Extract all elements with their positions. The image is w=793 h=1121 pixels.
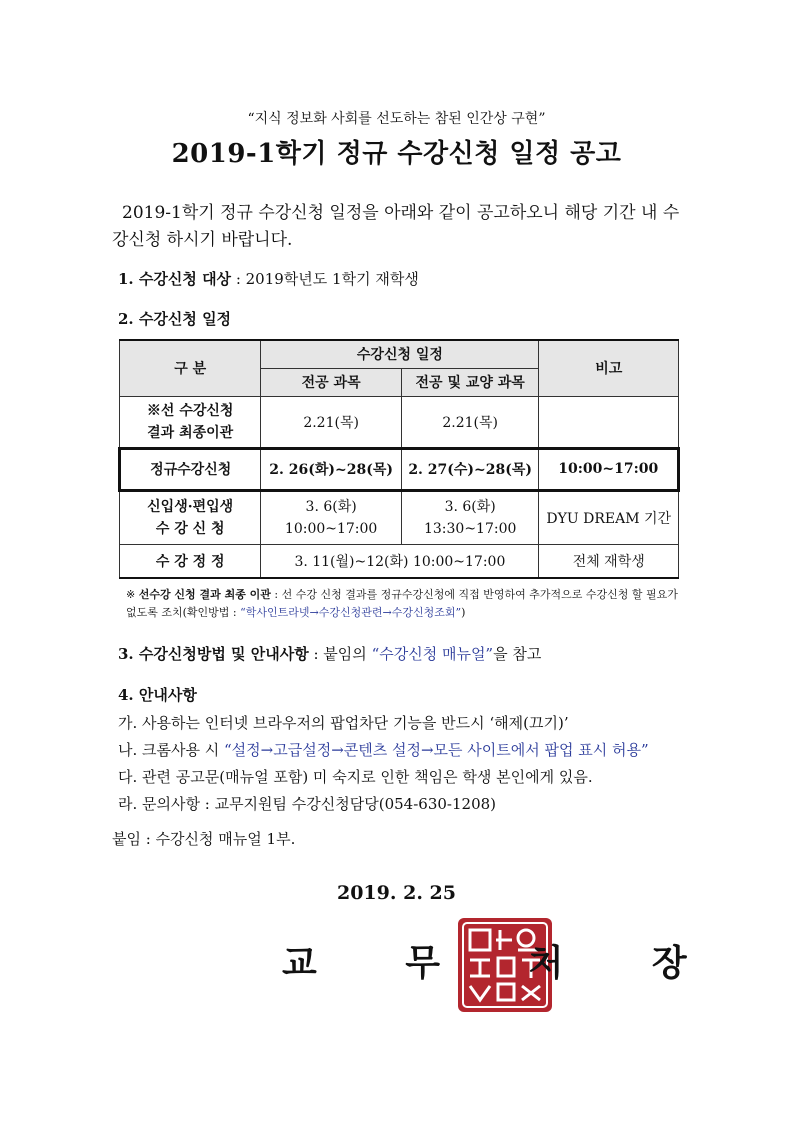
cell-note: 10:00~17:00 xyxy=(539,448,679,490)
section-method-label: 3. 수강신청방법 및 안내사항 xyxy=(118,645,309,663)
list-item: 가. 사용하는 인터넷 브라우저의 팝업차단 기능을 반드시 ‘해제(끄기)’ xyxy=(118,714,569,732)
schedule-table xyxy=(118,339,680,579)
list-item: 나. 크롬사용 시 “설정→고급설정→콘텐츠 설정→모든 사이트에서 팝업 표시 허용” xyxy=(118,741,649,759)
section-target-value: : 2019학년도 1학기 재학생 xyxy=(231,270,419,288)
table-row xyxy=(120,544,679,578)
section-target-label: 1. 수강신청 대상 xyxy=(118,270,232,288)
table-row xyxy=(120,448,679,490)
footnote-text: : 선 수강 신청 결과를 정규수강신청에 직접 반영하여 추가적으로 수강신청 할 필요가 없도록 조치(확인방법 : xyxy=(126,588,678,619)
row-label: 정규수강신청 xyxy=(120,448,261,490)
header-major-liberal: 전공 및 교양 과목 xyxy=(401,368,539,396)
list-item: 라. 문의사항 : 교무지원팀 수강신청담당(054-630-1208) xyxy=(118,795,497,813)
row-label: 수 강 정 정 xyxy=(120,544,261,578)
cell-liberal: 3. 6(화) 13:30~17:00 xyxy=(401,490,539,544)
section-schedule-label: 2. 수강신청 일정 xyxy=(118,310,232,328)
section-target xyxy=(118,268,419,289)
cell-major: 2.21(목) xyxy=(261,396,402,448)
cell-merged: 3. 11(월)~12(화) 10:00~17:00 xyxy=(261,544,539,578)
attachment-line: 붙임 : 수강신청 매뉴얼 1부. xyxy=(112,830,296,848)
intro-paragraph: 2019-1학기 정규 수강신청 일정을 아래와 같이 공고하오니 해당 기간 내 수강신청 하시기 바랍니다. xyxy=(112,203,680,250)
header-division: 구 분 xyxy=(120,340,261,396)
motto: “지식 정보화 사회를 선도하는 참된 인간상 구현” xyxy=(247,111,546,127)
footnote-end: ) xyxy=(461,606,466,619)
footnote-mark: ※ xyxy=(126,588,136,601)
section-method-post: 을 참고 xyxy=(493,645,542,663)
table-footnote xyxy=(126,586,686,622)
section-method-pre: : 붙임의 xyxy=(308,645,372,663)
cell-major: 2. 26(화)~28(목) xyxy=(261,448,402,490)
cell-note xyxy=(539,396,679,448)
cell-major: 3. 6(화) 10:00~17:00 xyxy=(261,490,402,544)
section-method-highlight: “수강신청 매뉴얼” xyxy=(371,645,494,663)
row-label: 신입생·편입생 수 강 신 청 xyxy=(120,490,261,544)
list-item: 다. 관련 공고문(매뉴얼 포함) 미 숙지로 인한 책임은 학생 본인에게 있음. xyxy=(118,768,593,786)
table-row xyxy=(120,490,679,544)
header-major: 전공 과목 xyxy=(261,368,402,396)
cell-note: 전체 재학생 xyxy=(539,544,679,578)
section-guide-label: 4. 안내사항 xyxy=(118,686,197,704)
header-note: 비고 xyxy=(539,340,679,396)
cell-note: DYU DREAM 기간 xyxy=(539,490,679,544)
footnote-path: “학사인트라넷→수강신청관련→수강신청조회” xyxy=(240,606,462,619)
footnote-label: 선수강 신청 결과 최종 이관 xyxy=(138,588,271,601)
table-row xyxy=(120,396,679,448)
signature-title: 교 무 처 장 xyxy=(282,942,725,984)
guide-list xyxy=(118,710,649,818)
cell-liberal: 2.21(목) xyxy=(401,396,539,448)
section-method xyxy=(118,643,541,664)
page-title: 2019-1학기 정규 수강신청 일정 공고 xyxy=(171,139,622,169)
header-schedule: 수강신청 일정 xyxy=(261,340,539,368)
row-label: ※선 수강신청 결과 최종이관 xyxy=(120,396,261,448)
cell-liberal: 2. 27(수)~28(목) xyxy=(401,448,539,490)
document-date: 2019. 2. 25 xyxy=(336,882,456,904)
